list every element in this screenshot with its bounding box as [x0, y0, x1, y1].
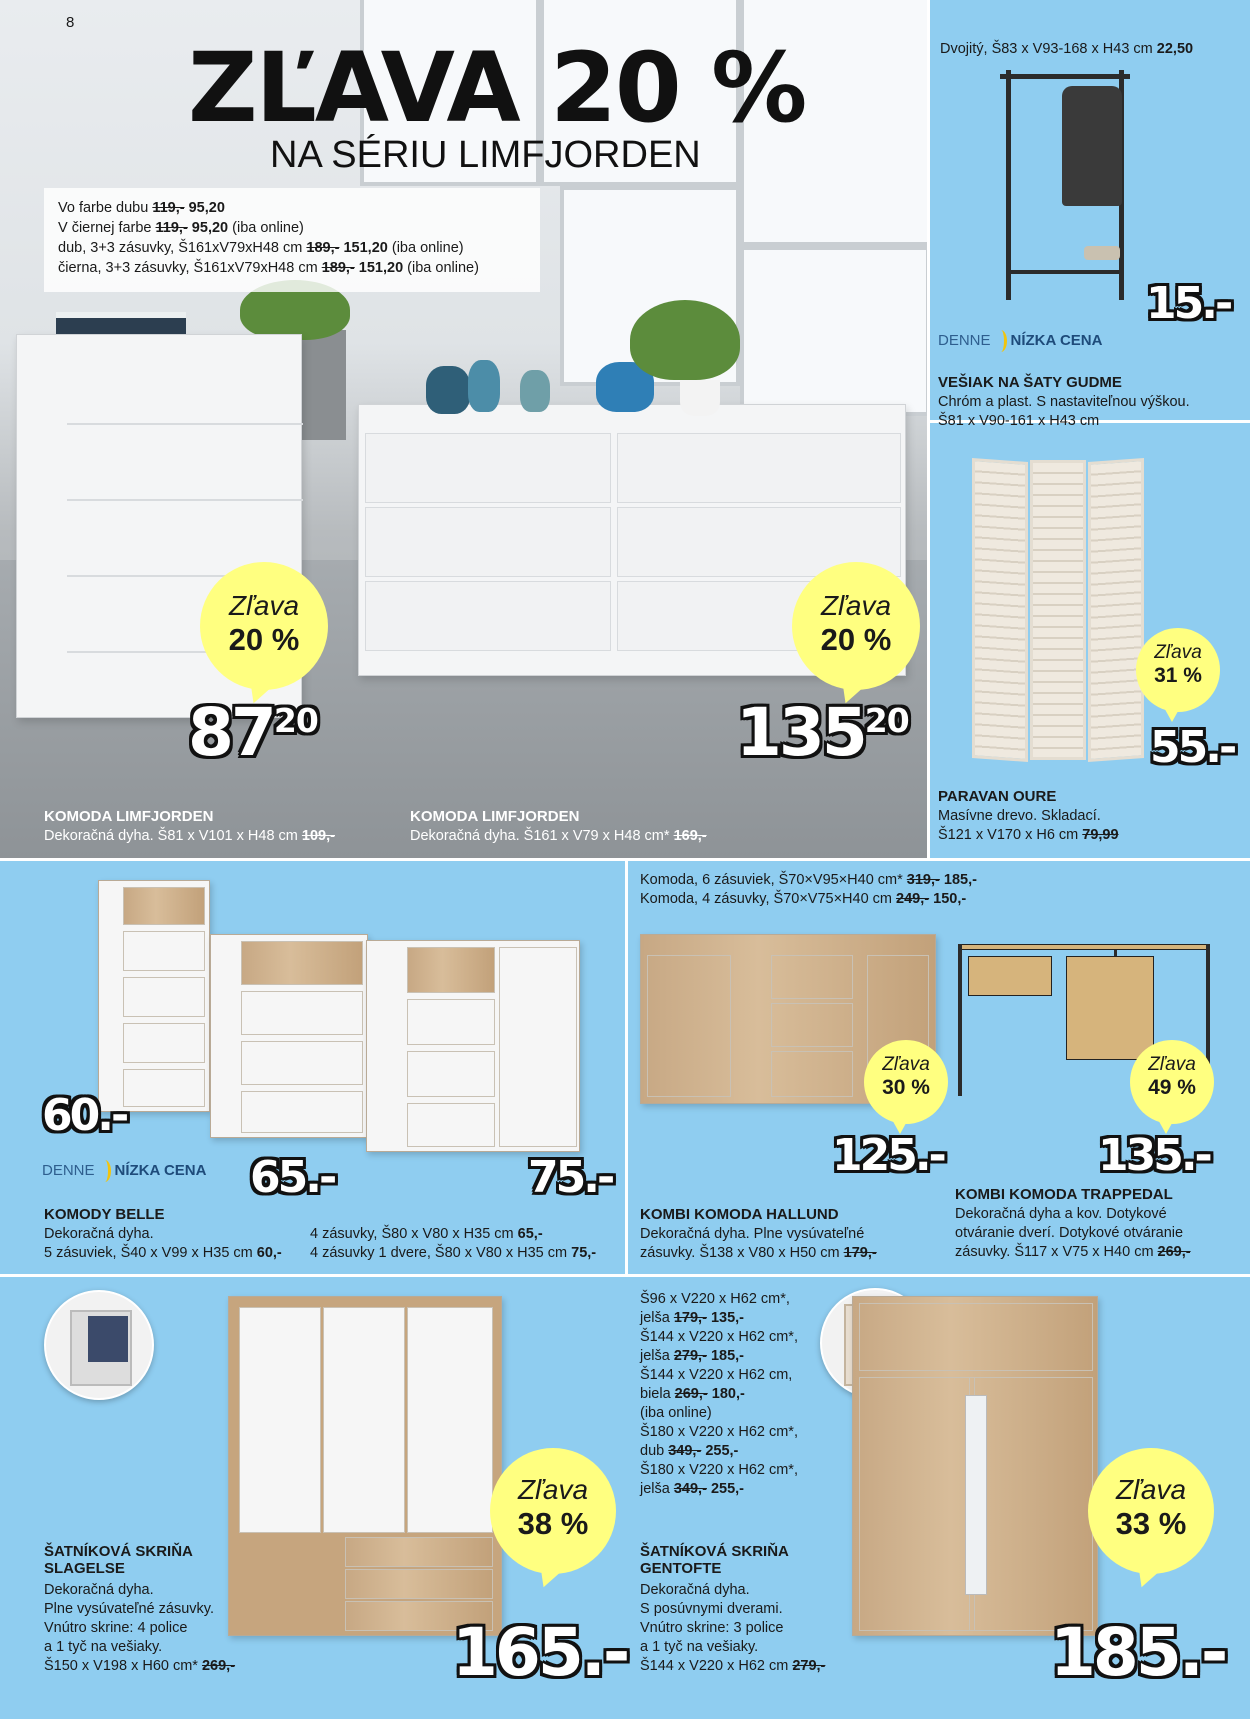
- vase: [520, 370, 550, 412]
- discount-bubble: Zľava 20 %: [792, 562, 920, 690]
- hero-title: ZĽAVA 20 %: [188, 32, 806, 144]
- window: [740, 246, 927, 416]
- vesiak-price: 15.-: [1146, 278, 1231, 329]
- hallund-price: 125.-: [832, 1130, 944, 1181]
- separator: [625, 860, 628, 1274]
- slagelse-desc: Dekoračná dyha. Plne vysúvateľné zásuvky. Vnútro skrine: 4 police a 1 tyč na vešiaky. Š150 x V198 x H60 cm* 269,-: [44, 1582, 236, 1674]
- hallund-variants: Komoda, 6 zásuviek, Š70×V95×H40 cm* 319,- 185,- Komoda, 4 zásuvky, Š70×V75×H40 cm 249,- 150,-: [640, 872, 977, 907]
- denne-nizka-cena-logo: DENNE NÍZKA CENA: [938, 330, 1102, 352]
- paravan-name: PARAVAN OURE: [938, 788, 1057, 805]
- separator: [927, 0, 930, 858]
- plant: [630, 300, 740, 380]
- page-number: 8: [66, 14, 75, 31]
- trappedal-desc: Dekoračná dyha a kov. Dotykové otváranie dverí. Dotykové otváranie zásuvky. Š117 x V75 x H40 cm 269,-: [955, 1206, 1191, 1260]
- paravan-image: [972, 460, 1152, 760]
- vesiak-desc: Chróm a plast. S nastaviteľnou výškou. Š81 x V90-161 x H43 cm: [938, 394, 1190, 429]
- belle-4-drawer-image: [210, 934, 368, 1138]
- discount-bubble: Zľava 49 %: [1130, 1040, 1214, 1124]
- clothes-rack-image: [1000, 70, 1130, 310]
- belle-price-60: 60.-: [42, 1090, 127, 1141]
- belle-price-65: 65.-: [250, 1152, 335, 1203]
- belle-name: KOMODY BELLE: [44, 1206, 165, 1223]
- hallund-desc: Dekoračná dyha. Plne vysúvateľné zásuvky. Š138 x V80 x H50 cm 179,-: [640, 1226, 877, 1261]
- denne-nizka-cena-logo: DENNE NÍZKA CENA: [42, 1160, 206, 1182]
- belle-desc-variants: 4 zásuvky, Š80 x V80 x H35 cm 65,- 4 zásuvky 1 dvere, Š80 x V80 x H35 cm 75,-: [310, 1226, 597, 1261]
- gentofte-variants: Š96 x V220 x H62 cm*, jelša 179,- 135,- Š144 x V220 x H62 cm*, jelša 279,- 185,- Š144 x V220 x H62 cm, biela 269,- 180,- (iba online) Š180 x V220 x H62 cm*, dub 349,- 255,- Š180 x V220 x H62 cm*, jelša 349,- 255,-: [640, 1291, 798, 1497]
- variant-line: V čiernej farbe 119,- 95,20 (iba online): [58, 220, 304, 236]
- slagelse-image: [228, 1296, 502, 1636]
- books: [56, 312, 186, 334]
- discount-bubble: Zľava 20 %: [200, 562, 328, 690]
- komoda-big-desc: Dekoračná dyha. Š161 x V79 x H48 cm* 169,-: [410, 828, 707, 844]
- belle-4-drawer-door-image: [366, 940, 580, 1152]
- discount-bubble: Zľava 38 %: [490, 1448, 616, 1574]
- komoda-small-desc: Dekoračná dyha. Š81 x V101 x H48 cm 109,-: [44, 828, 335, 844]
- plant-stand: [300, 330, 346, 440]
- vesiak-name: VEŠIAK NA ŠATY GUDME: [938, 374, 1122, 391]
- trappedal-name: KOMBI KOMODA TRAPPEDAL: [955, 1186, 1173, 1203]
- komoda-big-price: $135^{20}$: [736, 694, 909, 771]
- hero-subtitle: NA SÉRIU LIMFJORDEN: [270, 134, 701, 176]
- separator: [0, 1274, 1250, 1277]
- slagelse-price: 165.-: [452, 1614, 628, 1691]
- plant-pot: [680, 380, 720, 416]
- komoda-big-name: KOMODA LIMFJORDEN: [410, 808, 580, 825]
- vase: [468, 360, 500, 412]
- slagelse-interior-image: [44, 1290, 154, 1400]
- belle-desc: Dekoračná dyha. 5 zásuviek, Š40 x V99 x H35 cm 60,-: [44, 1226, 282, 1261]
- variant-line: dub, 3+3 zásuvky, Š161xV79xH48 cm 189,- 151,20 (iba online): [58, 240, 464, 256]
- hallund-name: KOMBI KOMODA HALLUND: [640, 1206, 839, 1223]
- paravan-desc: Masívne drevo. Skladací. Š121 x V170 x H6 cm 79,99: [938, 808, 1119, 843]
- limfjorden-variants-box: [44, 188, 540, 292]
- gentofte-name: ŠATNÍKOVÁ SKRIŇA GENTOFTE: [640, 1543, 789, 1577]
- komoda-small-price: $87^{20}$: [188, 694, 318, 771]
- discount-bubble: Zľava 33 %: [1088, 1448, 1214, 1574]
- belle-tall-image: [98, 880, 210, 1112]
- paravan-price: 55.-: [1150, 722, 1235, 773]
- variant-line: Vo farbe dubu 119,- 95,20: [58, 200, 225, 216]
- trappedal-price: 135.-: [1098, 1130, 1210, 1181]
- vase: [426, 366, 470, 414]
- slagelse-name: ŠATNÍKOVÁ SKRIŇA SLAGELSE: [44, 1543, 193, 1577]
- variant-line: čierna, 3+3 zásuvky, Š161xV79xH48 cm 189,- 151,20 (iba online): [58, 260, 479, 276]
- vesiak-variant: Dvojitý, Š83 x V93-168 x H43 cm 22,50: [940, 41, 1194, 57]
- belle-price-75: 75.-: [528, 1152, 613, 1203]
- komoda-small-name: KOMODA LIMFJORDEN: [44, 808, 214, 825]
- discount-bubble: Zľava 31 %: [1136, 628, 1220, 712]
- gentofte-desc: Dekoračná dyha. S posúvnymi dverami. Vnútro skrine: 3 police a 1 tyč na vešiaky. Š144 x V220 x H62 cm 279,-: [640, 1582, 826, 1674]
- discount-bubble: Zľava 30 %: [864, 1040, 948, 1124]
- gentofte-image: [852, 1296, 1098, 1636]
- gentofte-price: 185.-: [1050, 1614, 1226, 1691]
